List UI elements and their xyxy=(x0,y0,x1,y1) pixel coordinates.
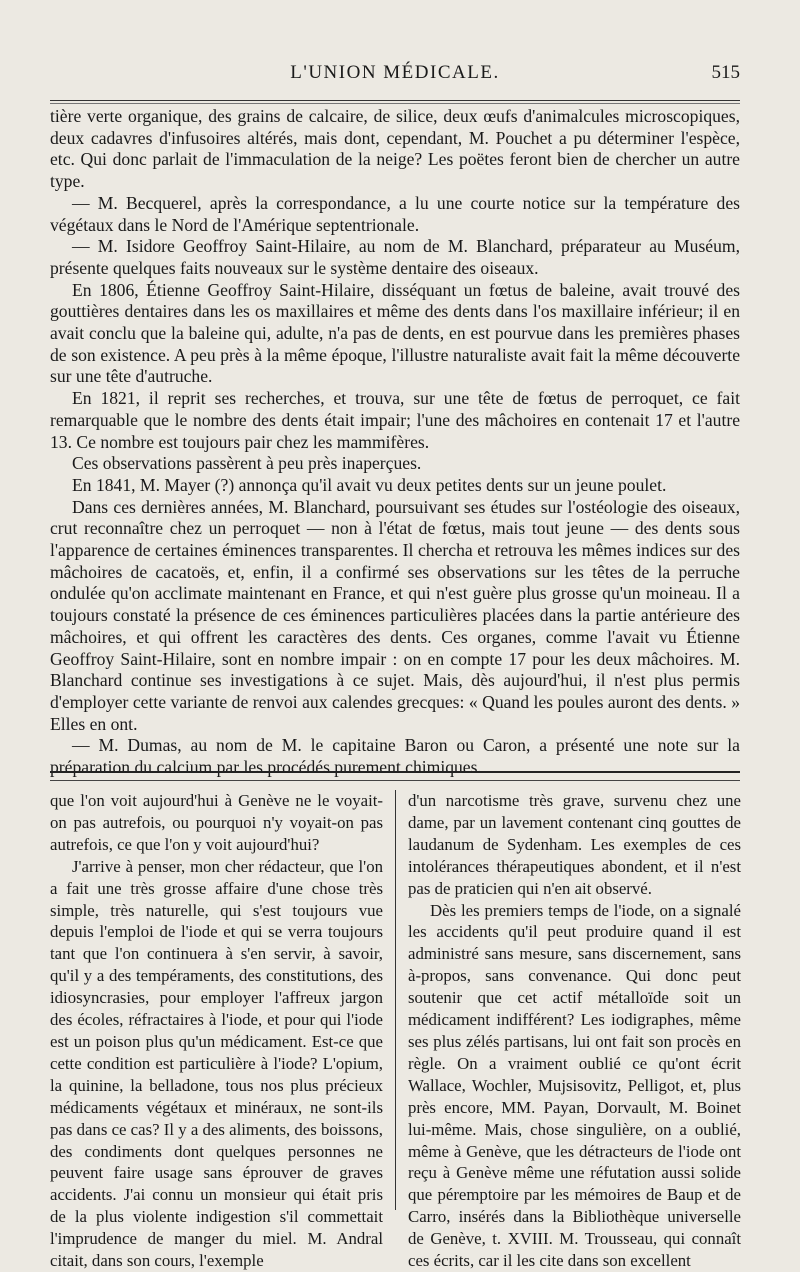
upper-article xyxy=(50,106,740,779)
paragraph: — M. Becquerel, après la correspondance, a lu une courte notice sur la température des végétaux dans le Nord de l'Amérique septentrionale. xyxy=(50,192,740,235)
paragraph: En 1821, il reprit ses recherches, et trouva, sur une tête de fœtus de perroquet, ce fait remarquable que le nombre des dents était impair; l'une des mâchoires en contenait 17 et l'autre 13. Ce nombre est toujours pair chez les mammifères. xyxy=(50,388,740,452)
paragraph: Dans ces dernières années, M. Blanchard, poursuivant ses études sur l'ostéologie des oiseaux, crut reconnaître chez un perroquet — non à l'état de fœtus, mais tout jeune — des dents sous l'apparence de certaines éminences transparentes. Il chercha et retrouva les mêmes indices sur des mâchoires de cacatoës, et, enfin, il a confirmé ses observations sur les têtes de la perruche ondulée qu'on acclimate maintenant en France, et qui n'est guère plus grosse qu'un moineau. Il a toujours constaté la présence de ces éminences particulières placées dans la partie antérieure des mâchoires, et qui offrent les caractères des dents. Ces organes, comme l'avait vu Étienne Geoffroy Saint-Hilaire, sont en nombre impair : on en compte 17 pour les deux mâchoires. M. Blanchard continue ses investigations à ce sujet. Mais, dès aujourd'hui, il n'est plus permis d'employer cette variante de renvoi aux calendes grecques: « Quand les poules auront des dents. » Elles en ont. xyxy=(50,496,740,734)
header-rule xyxy=(50,100,740,104)
paragraph: — M. Isidore Geoffroy Saint-Hilaire, au nom de M. Blanchard, préparateur au Muséum, présente quelques faits nouveaux sur le système dentaire des oiseaux. xyxy=(50,236,740,278)
column-rule xyxy=(395,790,396,1210)
paragraph: d'un narcotisme très grave, survenu chez une dame, par un lavement contenant cinq gouttes de laudanum de Sydenham. Les exemples de ces intolérances thérapeutiques abondent, et il n'est pas de praticien qui n'en ait observé. xyxy=(408,791,741,898)
paragraph: Dès les premiers temps de l'iode, on a signalé les accidents qu'il peut produire quand il est administré sans mesure, sans discernement, sans à-propos, sans convenance. Qui donc peut soutenir que cet actif métalloïde soit un médicament indifférent? Les iodigraphes, même ses plus zélés partisans, lui ont fait son procès en règle. On a vraiment oublié ce qu'ont écrit Wallace, Wochler, Mujsisovitz, Pelligot, et, plus près encore, MM. Payan, Dorvault, M. Boinet lui-même. Mais, chose singulière, on a oublié, même à Genève, que les détracteurs de l'iode ont reçu à Genève même une réfutation aussi solide que péremptoire par les mémoires de Baup et de Carro, insérés dans la Bibliothèque universelle de Genève, t. XVIII. M. Trousseau, qui connaît ces écrits, car il les cite dans son excellent xyxy=(408,900,741,1271)
paragraph: que l'on voit aujourd'hui à Genève ne le voyait-on pas autrefois, ou pourquoi n'y voyait-on pas autrefois, ce que l'on y voit aujourd'hui? xyxy=(50,791,383,854)
page-number: 515 xyxy=(711,62,740,83)
paragraph: En 1841, M. Mayer (?) annonça qu'il avait vu deux petites dents sur un jeune poulet. xyxy=(72,474,667,495)
paragraph: En 1806, Étienne Geoffroy Saint-Hilaire, disséquant un fœtus de baleine, avait trouvé des gouttières dentaires dans les os maxillaires et même des dents dans l'os maxillaire inférieur; il en avait conclu que la baleine qui, adulte, n'a pas de dents, en est pourvue dans les premières phases de son existence. A peu près à la même époque, l'illustre naturaliste avait fait la même découverte sur une tête d'autruche. xyxy=(50,279,740,387)
paragraph: tière verte organique, des grains de calcaire, de silice, deux œufs d'animalcules microscopiques, deux cadavres d'infusoires altérés, mais dont, cependant, M. Pouchet a pu déterminer l'espèce, etc. Qui donc parlait de l'immaculation de la neige? Les poëtes feront bien de chercher un autre type. xyxy=(50,106,740,192)
left-column xyxy=(50,790,383,1272)
page-header xyxy=(50,60,740,90)
running-title: L'UNION MÉDICALE. xyxy=(290,62,500,83)
right-column xyxy=(408,790,741,1272)
paragraph: J'arrive à penser, mon cher rédacteur, que l'on a fait une très grosse affaire d'une chose très simple, très naturelle, qui s'est toujours vue depuis l'emploi de l'iode et qui se verra toujours tant que l'on continuera à s'en servir, à savoir, qu'il y a des tempéraments, des constitutions, des idiosyncrasies, pour employer l'affreux jargon des écoles, réfractaires à l'iode, et pour qui l'iode est un poison plus qu'un médicament. Est-ce que cette condition est particulière à l'iode? L'opium, la quinine, la belladone, tous nos plus précieux médicaments végétaux et minéraux, ne sont-ils pas dans ce cas? Il y a des aliments, des boissons, des condiments dont quelques personnes ne peuvent faire usage sans éprouver de graves accidents. J'ai connu un monsieur qui était pris de la plus violente indigestion s'il commettait l'imprudence de manger du miel. M. Andral citait, dans son cours, l'exemple xyxy=(50,856,383,1271)
paragraph: — M. Dumas, au nom de M. le capitaine Baron ou Caron, a présenté une note sur la préparation du calcium par les procédés purement chimiques. xyxy=(50,735,740,778)
section-separator xyxy=(50,771,740,781)
paragraph: Ces observations passèrent à peu près inaperçues. xyxy=(72,453,422,474)
